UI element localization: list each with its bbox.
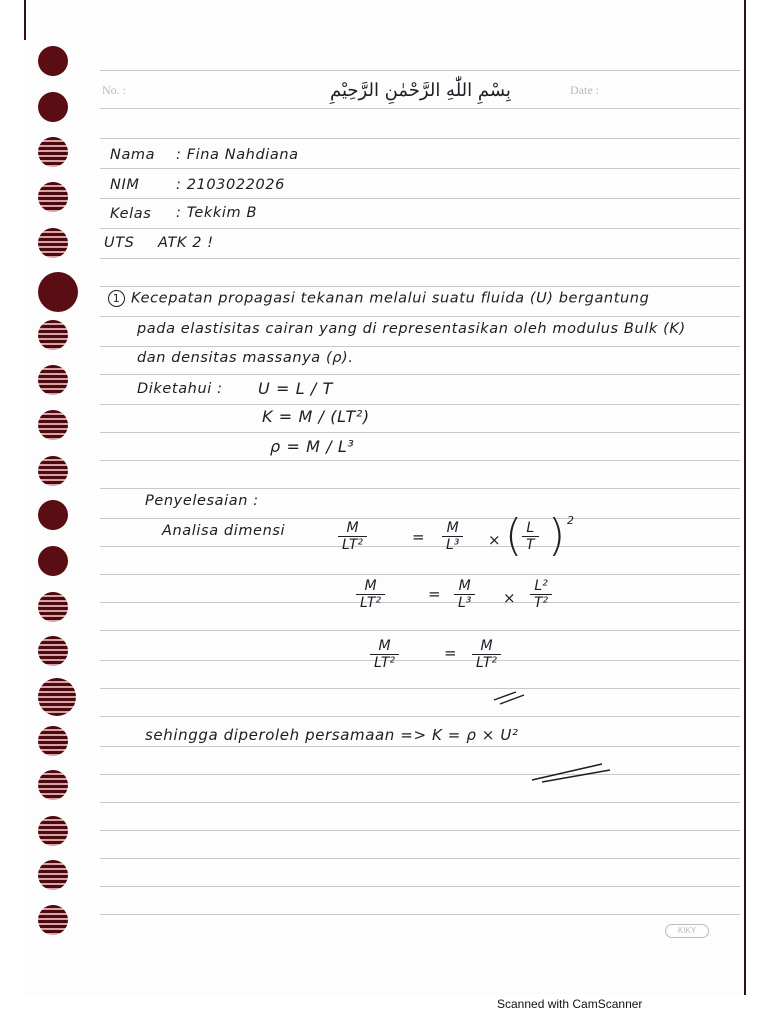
known-eq-2: K = M / (LT²) xyxy=(262,407,370,426)
ruled-line xyxy=(100,198,740,199)
binder-hole xyxy=(38,46,68,76)
question-line-1 xyxy=(108,290,649,307)
date-label: Date : xyxy=(570,83,599,97)
fraction-numerator: L² xyxy=(530,578,552,595)
binder-hole xyxy=(38,592,68,622)
equals-sign: = xyxy=(428,585,441,603)
ruled-line xyxy=(100,228,740,229)
no-label: No. : xyxy=(102,83,126,97)
ruled-line xyxy=(100,374,740,375)
fraction-denominator: L³ xyxy=(458,595,472,611)
ruled-line xyxy=(100,802,740,803)
fraction-r1-rhs xyxy=(442,520,463,553)
fraction-denominator: T xyxy=(526,537,535,553)
binder-hole xyxy=(38,678,76,716)
fraction-numerator: M xyxy=(472,638,501,655)
fraction-numerator: L xyxy=(522,520,539,537)
right-parenthesis: ) xyxy=(548,510,566,561)
fraction-r2-rhs xyxy=(454,578,475,611)
equals-sign: = xyxy=(412,528,425,546)
analysis-label: Analisa dimensi xyxy=(162,523,286,539)
uts-label: UTS xyxy=(104,235,135,251)
times-sign: × xyxy=(488,531,501,549)
fraction-r3-lhs xyxy=(370,638,399,671)
fraction-denominator: LT² xyxy=(360,595,382,611)
scanner-watermark: Scanned with CamScanner xyxy=(497,997,643,1011)
fraction-numerator: M xyxy=(338,520,367,537)
ruled-line xyxy=(100,858,740,859)
binder-hole xyxy=(38,182,68,212)
fraction-numerator: M xyxy=(370,638,399,655)
ruled-line xyxy=(100,70,740,71)
ruled-line xyxy=(100,660,740,661)
kelas-label: Kelas xyxy=(110,206,152,222)
kelas-value: : Tekkim B xyxy=(176,205,257,221)
ruled-line xyxy=(100,286,740,287)
binder-hole xyxy=(38,860,68,890)
ruled-line xyxy=(100,914,740,915)
ruled-line xyxy=(100,602,740,603)
binder-hole xyxy=(38,905,68,935)
binder-hole xyxy=(38,636,68,666)
ruled-line xyxy=(100,346,740,347)
final-underline-mark xyxy=(528,760,618,786)
ruled-line xyxy=(100,168,740,169)
ruled-line xyxy=(100,460,740,461)
ruled-line xyxy=(100,688,740,689)
binder-hole xyxy=(38,546,68,576)
conclusion: sehingga diperoleh persamaan => K = ρ × U² xyxy=(145,726,519,744)
fraction-r2-lhs xyxy=(356,578,385,611)
ruled-line xyxy=(100,138,740,139)
equals-sign: = xyxy=(444,644,457,662)
nama-label: Nama xyxy=(110,147,156,163)
known-eq-3: ρ = M / L³ xyxy=(270,437,355,456)
fraction-r1-paren xyxy=(522,520,539,553)
fraction-r2-paren xyxy=(530,578,552,611)
fraction-denominator: T² xyxy=(534,595,549,611)
binder-hole xyxy=(38,320,68,350)
uts-value: ATK 2 ! xyxy=(158,235,214,251)
fraction-denominator: L³ xyxy=(446,537,460,553)
ruled-line xyxy=(100,518,740,519)
left-parenthesis: ( xyxy=(505,510,523,561)
ruled-line xyxy=(100,886,740,887)
binder-hole xyxy=(38,410,68,440)
ruled-line xyxy=(100,830,740,831)
binder-hole xyxy=(38,272,78,312)
question-line-2: pada elastisitas cairan yang di representasikan oleh modulus Bulk (K) xyxy=(137,321,686,337)
binder-hole xyxy=(38,816,68,846)
ruled-line xyxy=(100,774,740,775)
times-sign: × xyxy=(503,589,516,607)
page-edge xyxy=(24,0,26,40)
ruled-line xyxy=(100,488,740,489)
ruled-line xyxy=(100,258,740,259)
ruled-line xyxy=(100,746,740,747)
fraction-denominator: LT² xyxy=(342,537,364,553)
ruled-line xyxy=(100,574,740,575)
fraction-denominator: LT² xyxy=(374,655,396,671)
fraction-r1-lhs xyxy=(338,520,367,553)
ruled-line xyxy=(100,316,740,317)
known-label: Diketahui : xyxy=(137,381,223,397)
ruled-line xyxy=(100,108,740,109)
ruled-line xyxy=(100,630,740,631)
binder-hole xyxy=(38,500,68,530)
fraction-r3-rhs xyxy=(472,638,501,671)
ruled-line xyxy=(100,404,740,405)
fraction-numerator: M xyxy=(442,520,463,537)
question-number: 1 xyxy=(108,290,125,307)
question-line-3: dan densitas massanya (ρ). xyxy=(137,350,354,366)
page-logo-badge: KIKY xyxy=(665,924,709,938)
double-underline-mark xyxy=(490,686,530,706)
fraction-denominator: LT² xyxy=(476,655,498,671)
known-eq-1: U = L / T xyxy=(258,379,333,398)
binder-hole xyxy=(38,456,68,486)
binder-hole xyxy=(38,137,68,167)
binder-hole xyxy=(38,365,68,395)
binder-hole xyxy=(38,92,68,122)
nama-value: : Fina Nahdiana xyxy=(176,147,299,163)
binder-hole xyxy=(38,726,68,756)
solution-label: Penyelesaian : xyxy=(145,493,259,509)
ruled-line xyxy=(100,546,740,547)
binder-hole xyxy=(38,228,68,258)
nim-value: : 2103022026 xyxy=(176,177,285,193)
fraction-numerator: M xyxy=(454,578,475,595)
nim-label: NIM xyxy=(110,177,140,193)
exponent: 2 xyxy=(567,514,574,527)
ruled-line xyxy=(100,432,740,433)
binder-hole xyxy=(38,770,68,800)
basmalah: بِسْمِ اللّٰهِ الرَّحْمٰنِ الرَّحِيْمِ xyxy=(330,80,511,101)
fraction-numerator: M xyxy=(356,578,385,595)
ruled-line xyxy=(100,716,740,717)
question-text-1: Kecepatan propagasi tekanan melalui suatu fluida (U) bergantung xyxy=(131,290,650,307)
